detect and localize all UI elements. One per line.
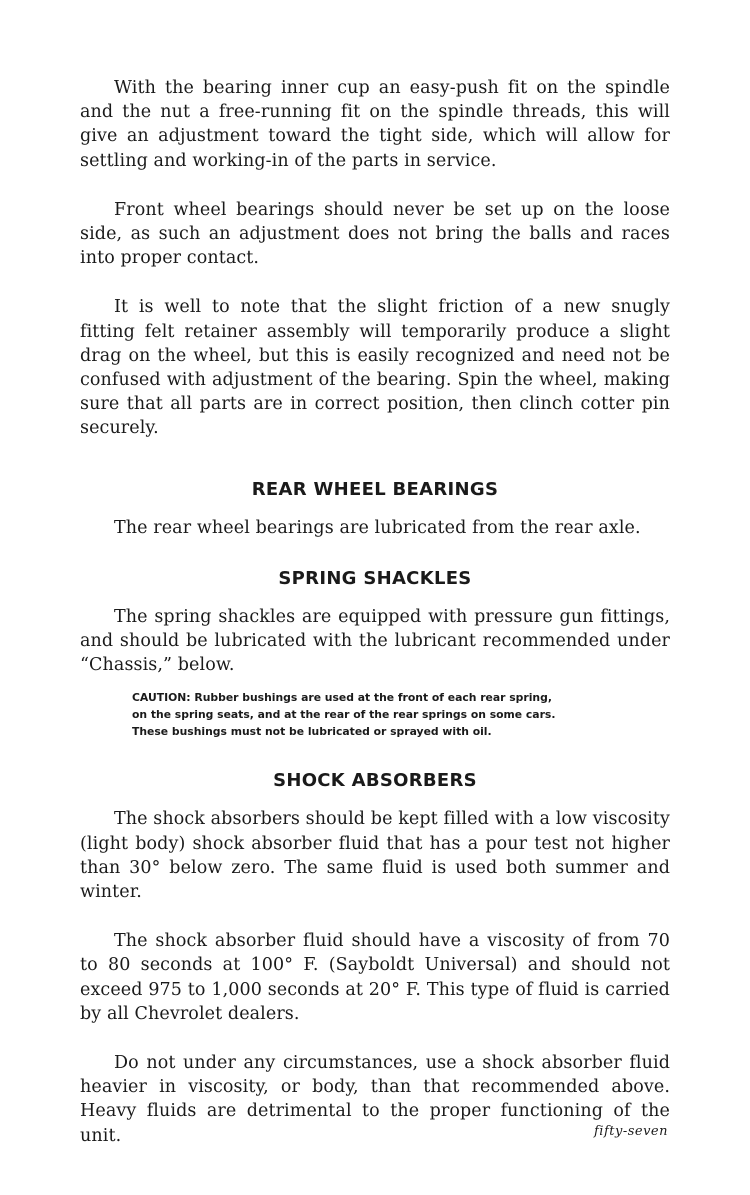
caution-line: CAUTION: Rubber bushings are used at the front of each rear spring, <box>132 691 552 705</box>
bearing-adjustment-paragraph: With the bearing inner cup an easy-push fit on the spindle and the nut a free-running fit on the spindle threads, this will give an adjustment toward the tight side, which will allow for settling and working-in of the parts in service. <box>80 78 670 171</box>
shock-absorbers-heading: SHOCK ABSORBERS <box>273 770 477 792</box>
spring-shackles-heading: SPRING SHACKLES <box>278 567 472 589</box>
rear-wheel-paragraph: The rear wheel bearings are lubricated from the rear axle. <box>114 517 641 538</box>
shock-fluid-paragraph: The shock absorbers should be kept filled with a low viscosity (light body) shock absorber fluid that has a pour test not higher than 30° below zero. The same fluid is used both summer and winter. <box>80 809 670 903</box>
rear-wheel-bearings-heading: REAR WHEEL BEARINGS <box>251 478 499 500</box>
caution-line: These bushings must not be lubricated or sprayed with oil. <box>132 725 492 739</box>
page-body <box>80 76 670 1148</box>
heavy-fluid-warning-paragraph: Do not under any circumstances, use a shock absorber fluid heavier in viscosity, or body, than that recommended above. Heavy fluids are detrimental to the proper functioning of the unit. <box>80 1053 670 1146</box>
felt-retainer-paragraph: It is well to note that the slight friction of a new snugly fitting felt retainer assembly will temporarily produce a slight drag on the wheel, but this is easily recognized and need not be confused with adjustment of the bearing. Spin the wheel, making sure that all parts are in correct position, then clinch cotter pin securely. <box>80 297 670 439</box>
page-number: fifty-seven <box>593 1124 668 1139</box>
caution-note <box>80 689 670 740</box>
spring-shackles-paragraph: The spring shackles are equipped with pressure gun fittings, and should be lubricated with the lubricant recommended under “Chassis,” below. <box>80 606 670 676</box>
fluid-viscosity-paragraph: The shock absorber fluid should have a viscosity of from 70 to 80 seconds at 100° F. (Sayboldt Universal) and should not exceed 975 to 1,000 seconds at 20° F. This type of fluid is carried by all Chevrolet dealers. <box>80 931 670 1024</box>
loose-side-paragraph: Front wheel bearings should never be set up on the loose side, as such an adjustment does not bring the balls and races into proper contact. <box>80 199 670 269</box>
caution-line: on the spring seats, and at the rear of the rear springs on some cars. <box>132 708 556 722</box>
